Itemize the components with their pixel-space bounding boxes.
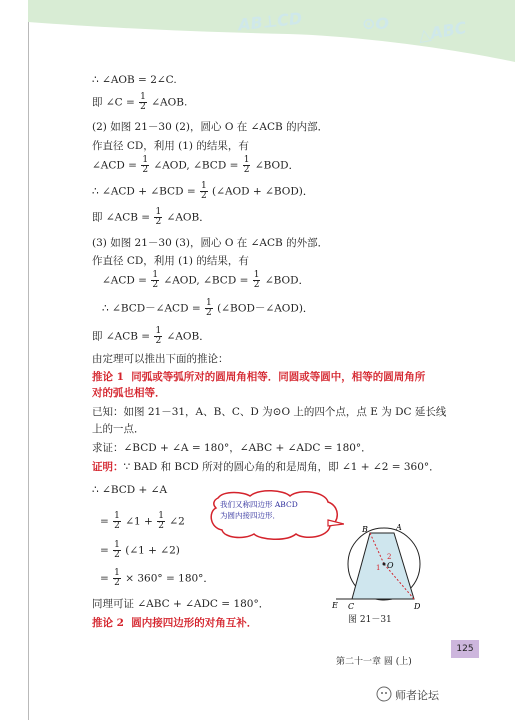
corollary-text: 同弧或等弧所对的圆周角相等．同圆或等圆中，相等的圆周角所 <box>131 371 426 383</box>
fraction-numerator: 1 <box>140 92 146 102</box>
text-segment: ∠BOD． <box>264 274 310 287</box>
text-segment: ∠ACD = <box>102 274 147 287</box>
text-line: 作直径 CD，利用 (1) 的结果，有 <box>92 140 249 152</box>
text-line: 由定理可以推出下面的推论： <box>92 353 229 365</box>
fraction-numerator: 1 <box>200 181 207 191</box>
fraction-denominator: 2 <box>253 280 260 290</box>
fraction <box>113 512 121 531</box>
text-line: 同理可证 ∠ABC + ∠ADC = 180°． <box>92 598 270 610</box>
fraction <box>243 156 251 175</box>
text-line <box>100 541 180 560</box>
text-line <box>92 93 187 112</box>
corollary-1 <box>92 370 425 384</box>
fraction-numerator: 1 <box>206 298 212 308</box>
figure-label-1: 1 <box>376 564 381 572</box>
text-segment: = <box>100 515 109 528</box>
corollary-label: 推论 2 <box>92 617 124 629</box>
fraction-denominator: 2 <box>114 521 120 531</box>
fraction-denominator: 2 <box>114 578 120 588</box>
fraction <box>205 299 213 318</box>
text-segment: (∠BOD－∠AOD)． <box>217 302 314 315</box>
header-formula-perpendicular: AB⊥CD <box>237 8 304 35</box>
fraction-denominator: 2 <box>206 308 212 318</box>
corollary-1-cont: 对的弧也相等． <box>92 387 166 399</box>
text-line <box>100 512 185 531</box>
fraction-numerator: 1 <box>114 511 120 521</box>
fraction-denominator: 2 <box>142 165 149 175</box>
fraction-numerator: 1 <box>155 207 162 217</box>
text-line <box>92 182 313 201</box>
fraction-numerator: 1 <box>253 270 260 280</box>
fraction <box>154 327 162 346</box>
figure-label-b: B <box>362 525 368 534</box>
page-number: 125 <box>451 640 479 658</box>
header-formula-triangle: △ABC <box>416 17 468 46</box>
figure-label-2: 2 <box>387 553 392 561</box>
header-formula-circle: ⊙O <box>362 14 390 33</box>
figure-label-d: D <box>414 602 421 610</box>
figure-caption: 图 21－31 <box>348 615 392 625</box>
note-bubble-text <box>220 499 298 521</box>
text-segment: ∠ACD = <box>92 159 137 172</box>
proof-line <box>92 460 440 474</box>
text-line <box>102 271 309 290</box>
text-segment: ∠BOD． <box>254 159 300 172</box>
text-segment: = <box>100 572 109 585</box>
fraction-denominator: 2 <box>200 191 207 201</box>
fraction-numerator: 1 <box>114 540 120 550</box>
note-bubble-line: 为圆内接四边形． <box>220 511 280 520</box>
text-line: 已知：如图 21－31，A、B、C、D 为⊙O 上的四个点，点 E 为 DC 延长线 <box>92 406 447 418</box>
text-segment: ∠AOD, ∠BCD = <box>163 274 249 287</box>
fraction <box>200 182 208 201</box>
page-left-edge <box>28 0 29 720</box>
text-line <box>100 569 214 588</box>
text-segment: ∠2 <box>169 515 185 528</box>
text-segment: ∠AOB． <box>166 330 210 343</box>
text-segment: 即 ∠C = <box>92 96 135 109</box>
text-line <box>92 208 210 227</box>
watermark-text: 师者论坛 <box>395 689 439 702</box>
fraction-numerator: 1 <box>142 155 149 165</box>
text-segment: (∠1 + ∠2) <box>125 544 180 557</box>
text-segment: ∴ ∠BCD－∠ACD = <box>102 302 201 315</box>
text-segment: ∠AOB． <box>166 211 210 224</box>
corollary-label: 推论 1 <box>92 371 124 383</box>
text-line: 作直径 CD，利用 (1) 的结果，有 <box>92 255 249 267</box>
text-line: ∴ ∠BCD + ∠A <box>92 484 168 496</box>
corollary-text: 圆内接四边形的对角互补． <box>131 617 258 629</box>
text-segment: 即 ∠ACB = <box>92 211 151 224</box>
text-segment: = <box>100 544 109 557</box>
fraction-numerator: 1 <box>243 155 250 165</box>
figure-cyclic-quadrilateral <box>332 520 452 610</box>
fraction-denominator: 2 <box>114 550 120 560</box>
text-line: (3) 如图 21－30 (3)，圆心 O 在 ∠ACB 的外部． <box>92 237 329 249</box>
text-segment: × 360° = 180°． <box>125 572 214 585</box>
text-line: 上的一点． <box>92 423 145 435</box>
text-segment: ∠1 + <box>125 515 153 528</box>
text-line <box>92 327 210 346</box>
fraction-numerator: 1 <box>152 270 159 280</box>
fraction <box>157 512 165 531</box>
figure-label-a: A <box>396 523 402 532</box>
watermark-logo-icon <box>376 686 392 702</box>
text-segment: ∠AOD, ∠BCD = <box>153 159 239 172</box>
chapter-footer: 第二十一章 圆 (上) <box>336 657 412 667</box>
fraction-numerator: 1 <box>155 326 162 336</box>
text-segment: (∠AOD + ∠BOD)． <box>212 185 314 198</box>
text-line: 求证：∠BCD + ∠A = 180°，∠ABC + ∠ADC = 180°． <box>92 442 372 454</box>
figure-label-e: E <box>332 601 338 610</box>
text-segment: ∴ ∠ACD + ∠BCD = <box>92 185 196 198</box>
corollary-2 <box>92 616 257 630</box>
proof-text: ∵ BAD 和 BCD 所对的圆心角的和是周角，即 ∠1 + ∠2 = 360°． <box>123 461 440 473</box>
text-segment: ∠AOB. <box>151 96 188 109</box>
figure-quadrilateral <box>352 533 414 599</box>
fraction <box>141 156 149 175</box>
text-segment: 即 ∠ACB = <box>92 330 151 343</box>
fraction <box>154 208 162 227</box>
fraction-denominator: 2 <box>140 102 146 112</box>
fraction <box>113 541 121 560</box>
fraction <box>139 93 147 112</box>
note-bubble-line: 我们又称四边形 ABCD <box>220 500 298 509</box>
fraction-denominator: 2 <box>155 217 162 227</box>
fraction <box>253 271 261 290</box>
text-line: (2) 如图 21－30 (2)，圆心 O 在 ∠ACB 的内部． <box>92 121 329 133</box>
fraction-denominator: 2 <box>158 521 164 531</box>
fraction-denominator: 2 <box>152 280 159 290</box>
fraction-numerator: 1 <box>158 511 164 521</box>
fraction-denominator: 2 <box>155 336 162 346</box>
text-line <box>92 156 299 175</box>
text-line: ∴ ∠AOB = 2∠C. <box>92 74 177 86</box>
figure-center-point <box>383 563 386 566</box>
fraction <box>151 271 159 290</box>
proof-label: 证明： <box>92 461 124 473</box>
fraction-denominator: 2 <box>243 165 250 175</box>
figure-label-c: C <box>348 602 355 610</box>
fraction <box>113 569 121 588</box>
text-line <box>102 299 313 318</box>
figure-label-o: O <box>387 561 394 570</box>
fraction-numerator: 1 <box>114 568 120 578</box>
